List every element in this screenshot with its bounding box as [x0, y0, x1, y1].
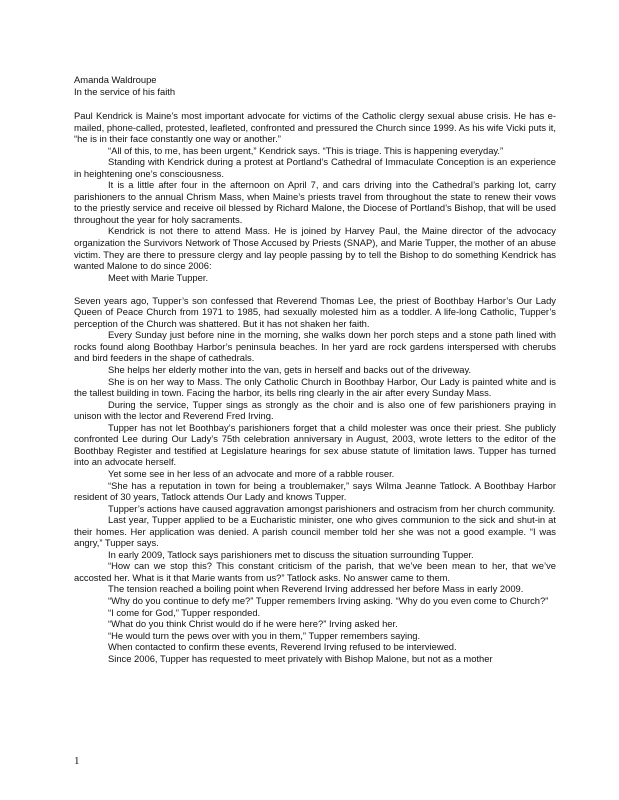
paragraph: Paul Kendrick is Maine’s most important advocate for victims of the Catholic clergy sexual abuse crisis. He has e-mailed, phone-called, protested, leafleted, confronted and pressured the Church since 1999. As his wife Vicki puts it, “he is in their face constantly one way or another.”	[74, 110, 556, 145]
paragraph: Seven years ago, Tupper’s son confessed that Reverend Thomas Lee, the priest of Boothbay Harbor’s Our Lady Queen of Peace Church from 1971 to 1985, had sexually molested him as a toddler. A life-long Catholic, Tupper’s perception of the Church was shattered. But it has not shaken her faith.	[74, 294, 556, 329]
paragraph: It is a little after four in the afternoon on April 7, and cars driving into the Cathedral’s parking lot, carry parishioners to the annual Chrism Mass, when Maine’s priests travel from throughout the state to renew their vows to the priestly service and receive oil blessed by Richard Malone, the Diocese of Portland’s Bishop, that will be used throughout the year for holy sacraments.	[74, 179, 556, 225]
paragraph: Kendrick is not there to attend Mass. He is joined by Harvey Paul, the Maine director of the advocacy organization the Survivors Network of Those Accused by Priests (SNAP), and Marie Tupper, the mother of an abuse victim. They are there to pressure clergy and lay people passing by to tell the Bishop to do something Kendrick has wanted Malone to do since 2006:	[74, 225, 556, 272]
paragraph: “I come for God,” Tupper responded.	[108, 606, 261, 618]
paragraph: “What do you think Christ would do if he were here?” Irving asked her.	[108, 618, 398, 630]
paragraph: “How can we stop this? This constant criticism of the parish, that we’ve been mean to her, that we’ve accosted her. What is it that Marie wants from us?” Tatlock asks. No answer came to them.	[74, 560, 556, 583]
paragraph: Last year, Tupper applied to be a Eucharistic minister, one who gives communion to the sick and shut-in at their homes. Her application was denied. A parish council member told her she was not a good example. “I was angry,” Tupper says.	[74, 514, 556, 549]
paragraph: Tupper has not let Boothbay’s parishioners forget that a child molester was once their priest. She publicly confronted Lee during Our Lady’s 75th celebration anniversary in August, 2003, wrote letters to the editor of the Boothbay Register and testified at Legislature hearings for sex abuse statute of limitation laws. Tupper has turned into an advocate herself.	[74, 421, 556, 468]
paragraph: The tension reached a boiling point when Reverend Irving addressed her before Mass in early 2009.	[108, 583, 524, 595]
page-number: 1	[74, 755, 80, 767]
paragraph: During the service, Tupper sings as strongly as the choir and is also one of few parishioners praying in unison with the lector and Reverend Fred Irving.	[74, 398, 556, 422]
paragraph: Standing with Kendrick during a protest at Portland’s Cathedral of Immaculate Conception is an experience in heightening one’s consciousness.	[74, 156, 556, 179]
paragraph: Yet some see in her less of an advocate and more of a rabble rouser.	[108, 467, 395, 479]
paragraph: “Why do you continue to defy me?” Tupper remembers Irving asking. “Why do you even come to Church?”	[108, 594, 549, 606]
paragraph: “He would turn the pews over with you in them,” Tupper remembers saying.	[108, 629, 421, 641]
article-subtitle: In the service of his faith	[74, 86, 176, 97]
paragraph: When contacted to confirm these events, Reverend Irving refused to be interviewed.	[108, 641, 457, 653]
article-body	[74, 110, 556, 664]
paragraph: “All of this, to me, has been urgent,” Kendrick says. “This is triage. This is happening everyday.”	[108, 144, 504, 156]
paragraph: She helps her elderly mother into the van, gets in herself and backs out of the driveway.	[108, 364, 472, 376]
paragraph: Meet with Marie Tupper.	[108, 271, 209, 283]
paragraph: “She has a reputation in town for being a troublemaker,” says Wilma Jeanne Tatlock. A Boothbay Harbor resident of 30 years, Tatlock attends Our Lady and knows Tupper.	[74, 479, 556, 503]
author-name: Amanda Waldroupe	[74, 74, 157, 85]
paragraph: Tupper’s actions have caused aggravation amongst parishioners and ostracism from her church community.	[108, 502, 556, 514]
paragraph: Every Sunday just before nine in the morning, she walks down her porch steps and a stone path lined with rocks found along Boothbay Harbor’s peninsula beaches. In her yard are rock gardens interspersed with cherubs and bird feeders in the shape of cathedrals.	[74, 329, 556, 364]
document-header	[74, 74, 175, 98]
paragraph: In early 2009, Tatlock says parishioners met to discuss the situation surrounding Tupper.	[108, 548, 474, 560]
paragraph: Since 2006, Tupper has requested to meet privately with Bishop Malone, but not as a mother	[108, 652, 493, 664]
paragraph: She is on her way to Mass. The only Catholic Church in Boothbay Harbor, Our Lady is painted white and is the tallest building in town. Facing the harbor, its bells ring clearly in the air after every Sunday Mass.	[74, 375, 556, 399]
